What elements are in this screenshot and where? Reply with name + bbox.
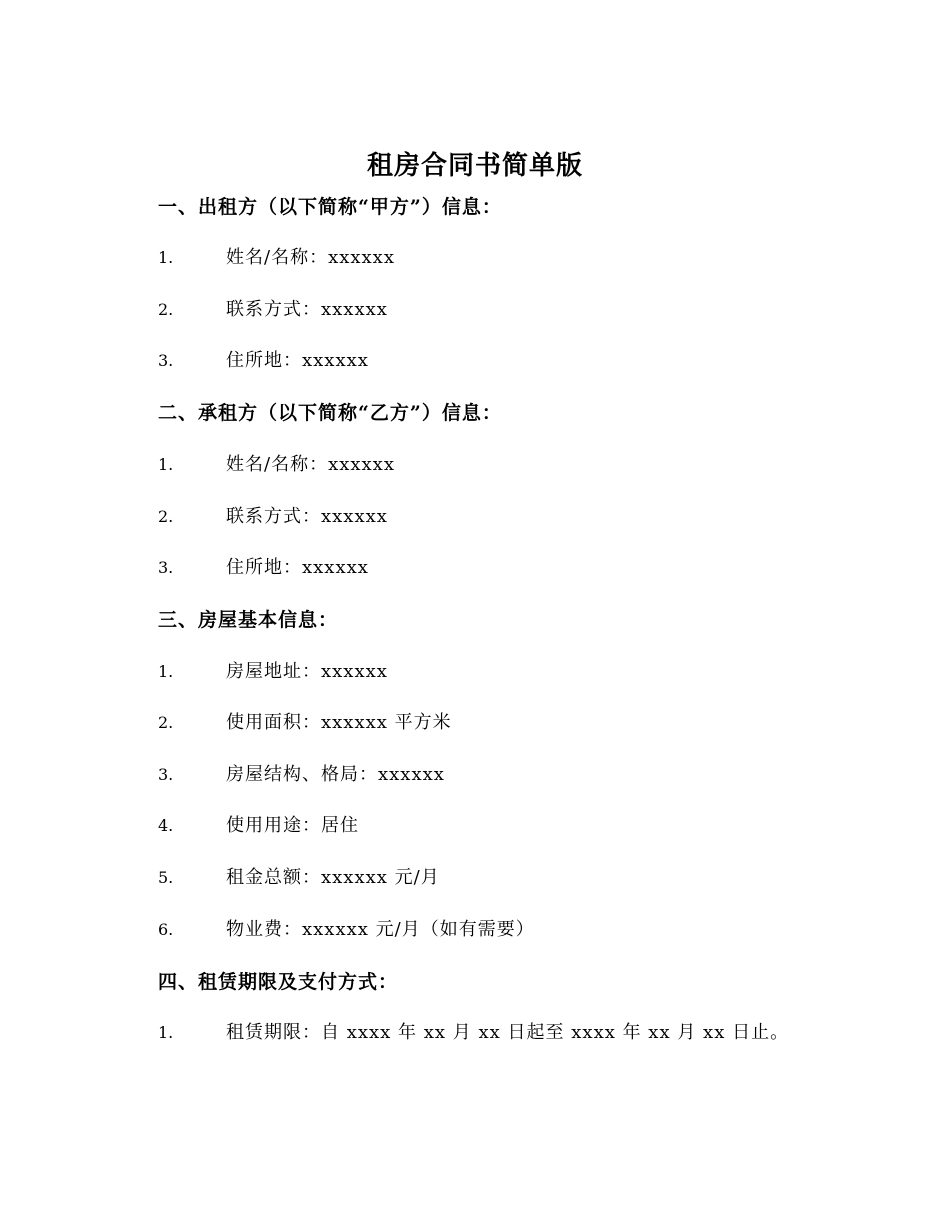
document-title: 租房合同书简单版 xyxy=(366,151,583,181)
item-text: 住所地：xxxxxx xyxy=(226,557,369,578)
item-number: 6. xyxy=(158,920,174,939)
item-text: 姓名/名称：xxxxxx xyxy=(226,247,395,268)
section-heading-lease-term: 四、租赁期限及支付方式： xyxy=(158,971,399,993)
item-number: 1. xyxy=(158,248,174,267)
item-text: 物业费：xxxxxx 元/月（如有需要） xyxy=(226,919,535,940)
item-number: 3. xyxy=(158,351,174,370)
item-number: 2. xyxy=(158,300,174,319)
item-text: 住所地：xxxxxx xyxy=(226,350,369,371)
item-text: 姓名/名称：xxxxxx xyxy=(226,454,395,475)
item-text: 租金总额：xxxxxx 元/月 xyxy=(226,867,440,888)
section-heading-lessee: 二、承租方（以下简称“乙方”）信息： xyxy=(158,402,502,424)
item-number: 3. xyxy=(158,558,174,577)
item-number: 2. xyxy=(158,713,174,732)
item-text: 使用面积：xxxxxx 平方米 xyxy=(226,712,452,733)
item-number: 4. xyxy=(158,816,174,835)
item-number: 3. xyxy=(158,765,174,784)
item-text: 使用用途：居住 xyxy=(226,815,359,836)
item-number: 1. xyxy=(158,662,174,681)
item-text: 联系方式：xxxxxx xyxy=(226,299,388,320)
item-text: 联系方式：xxxxxx xyxy=(226,506,388,527)
section-heading-lessor: 一、出租方（以下简称“甲方”）信息： xyxy=(158,196,502,218)
item-number: 1. xyxy=(158,1023,174,1042)
item-number: 1. xyxy=(158,455,174,474)
item-text: 房屋结构、格局：xxxxxx xyxy=(226,764,445,785)
item-text: 租赁期限：自 xxxx 年 xx 月 xx 日起至 xxxx 年 xx 月 xx 日止。 xyxy=(226,1022,790,1043)
item-number: 5. xyxy=(158,868,174,887)
item-number: 2. xyxy=(158,507,174,526)
section-heading-property: 三、房屋基本信息： xyxy=(158,609,339,631)
item-text: 房屋地址：xxxxxx xyxy=(226,661,388,682)
